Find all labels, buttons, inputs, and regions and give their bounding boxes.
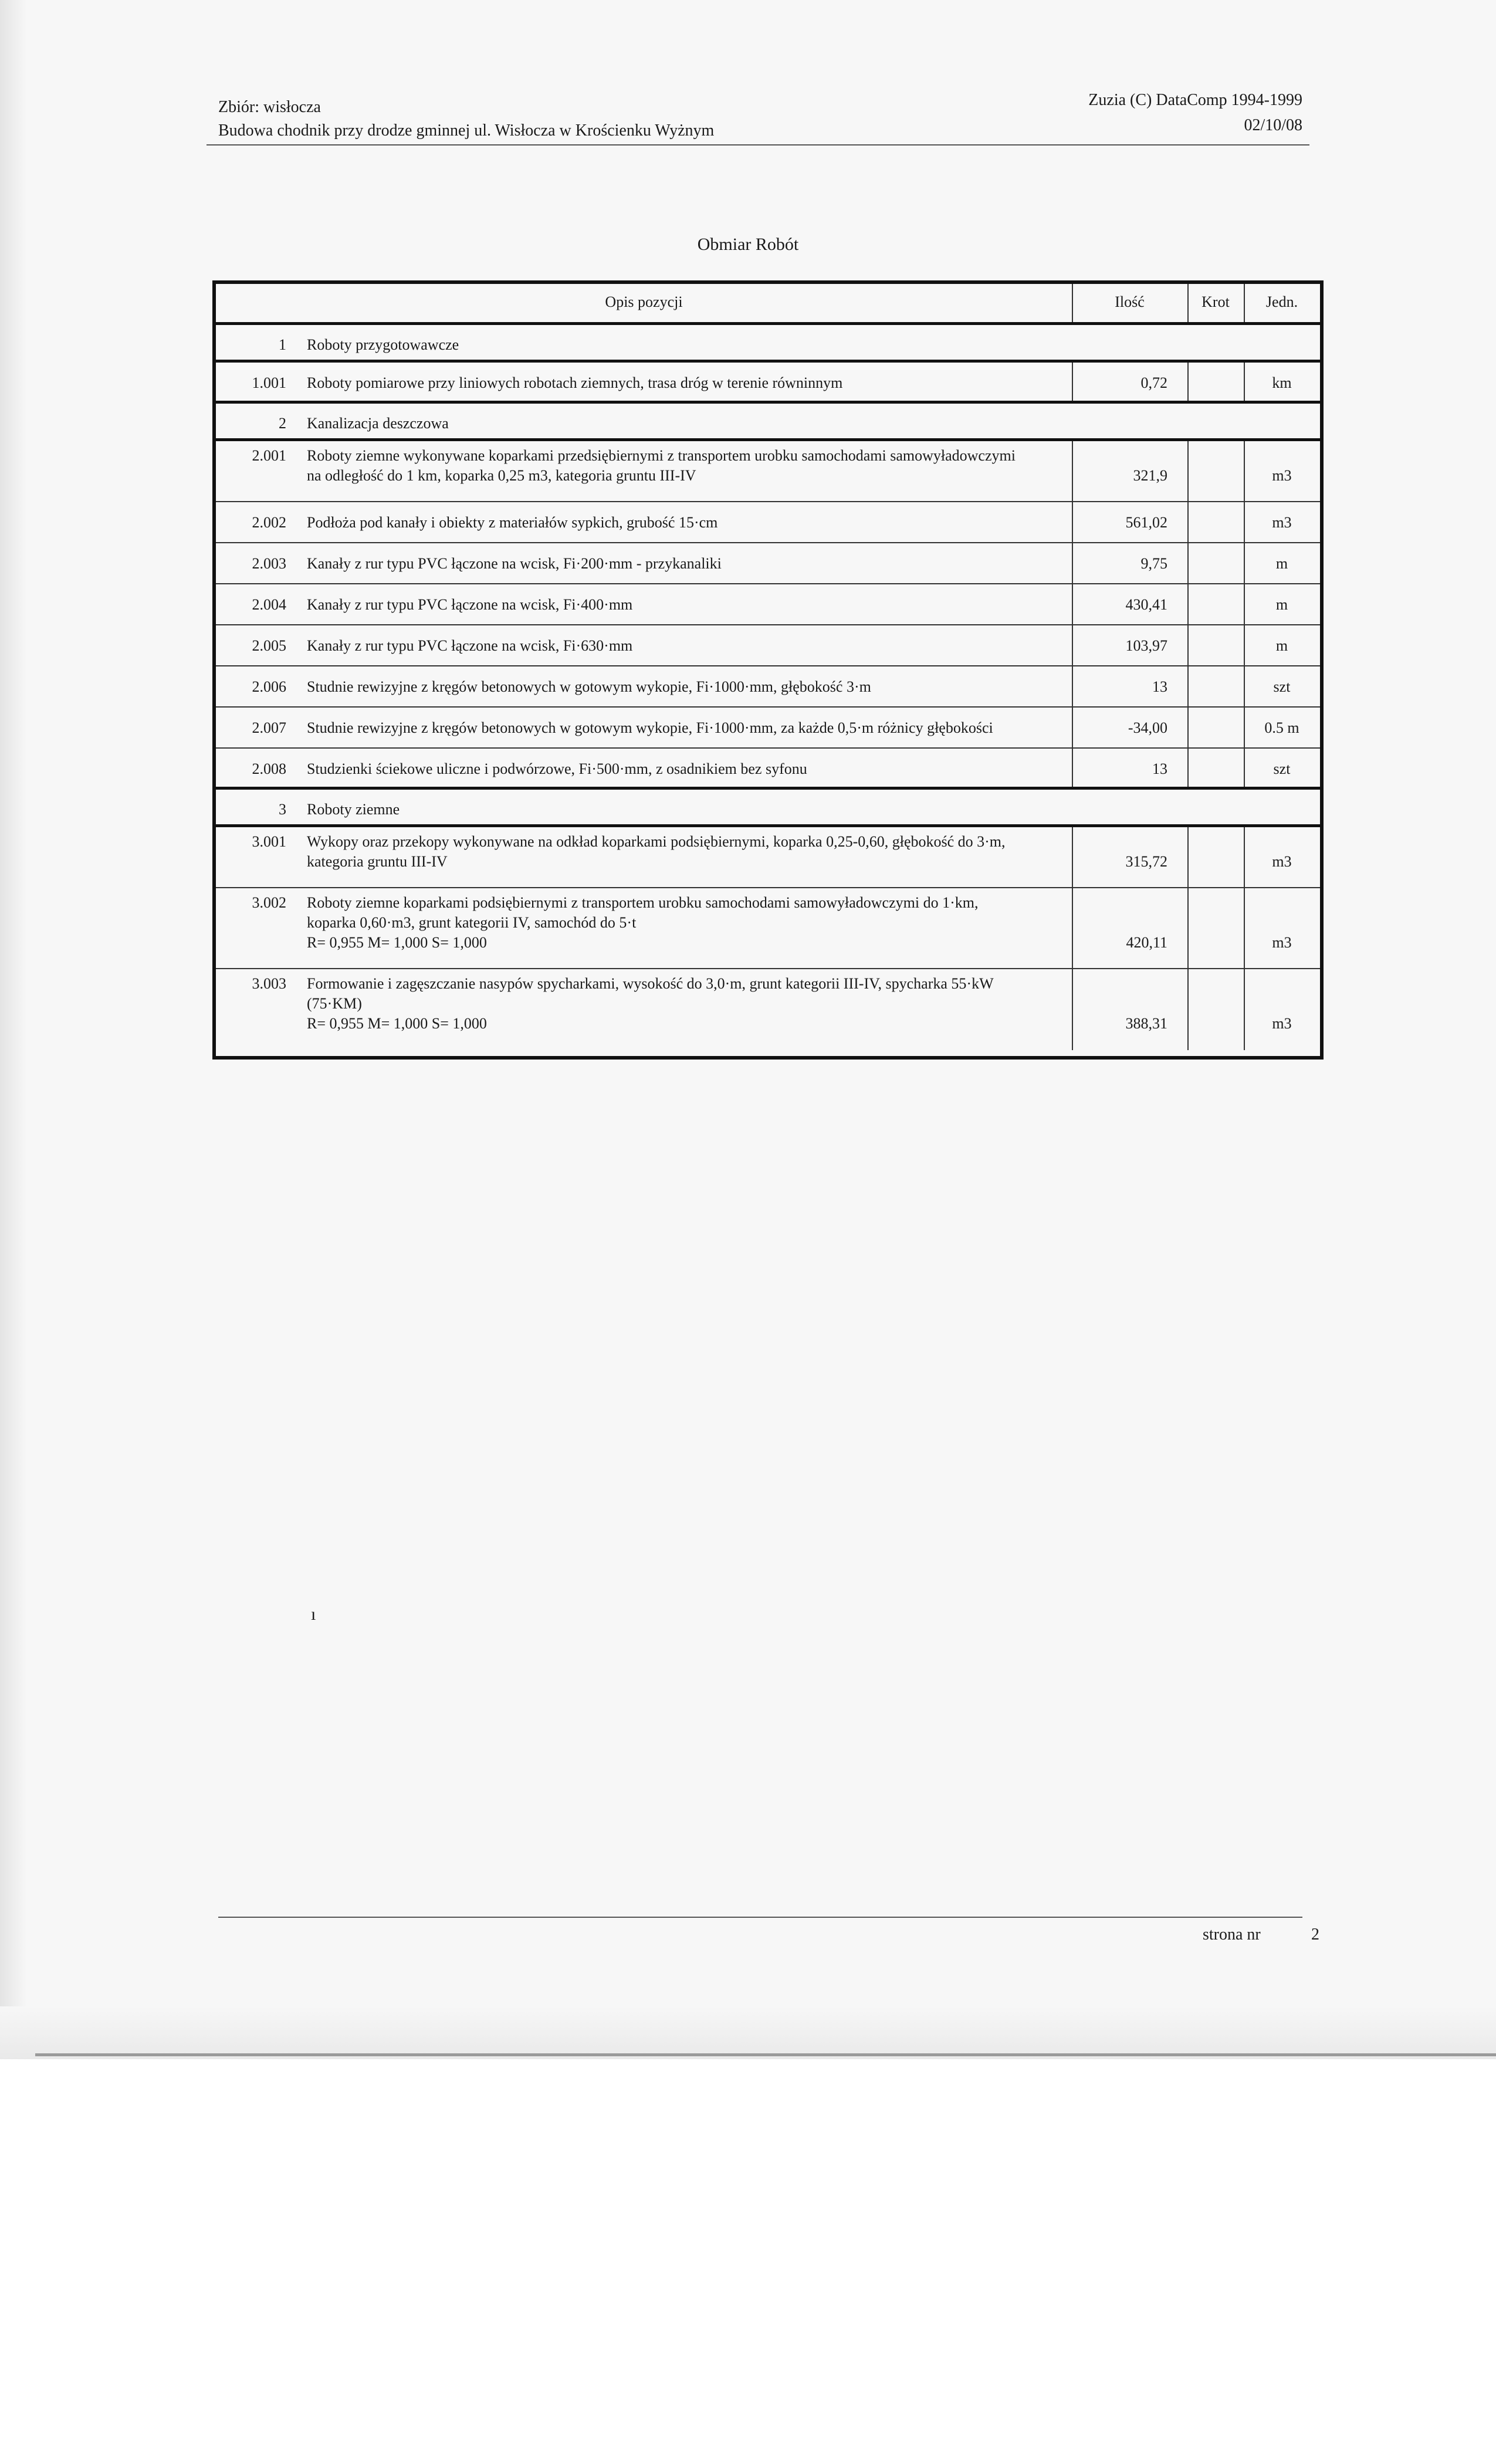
section-number: 1 xyxy=(279,336,286,353)
table-row xyxy=(216,625,1320,666)
item-quantity: 13 xyxy=(1152,760,1167,777)
table-row xyxy=(216,749,1320,790)
table-row xyxy=(216,827,1320,888)
item-unit: m xyxy=(1275,637,1288,654)
item-quantity: 321,9 xyxy=(1133,467,1167,484)
footer-rule xyxy=(218,1917,1302,1918)
table-row xyxy=(216,969,1320,1050)
item-number: 3.003 xyxy=(252,975,286,992)
stray-pen-mark: ı xyxy=(311,1605,316,1624)
project-title: Budowa chodnik przy drodze gminnej ul. Wisłocza w Krościenku Wyżnym xyxy=(218,121,715,140)
item-number: 2.005 xyxy=(252,637,286,654)
section-row xyxy=(216,325,1320,363)
item-description: Studnie rewizyjne z kręgów betonowych w gotowym wykopie, Fi·1000·mm, głębokość 3·m xyxy=(307,678,871,695)
table-row xyxy=(216,543,1320,584)
column-header-description: Opis pozycji xyxy=(605,293,683,310)
item-unit: m3 xyxy=(1272,467,1292,484)
table-row xyxy=(216,666,1320,708)
item-number: 2.003 xyxy=(252,555,286,572)
section-number: 2 xyxy=(279,415,286,432)
table-row xyxy=(216,584,1320,625)
item-unit: m xyxy=(1275,555,1288,572)
item-number: 3.001 xyxy=(252,833,286,850)
item-quantity: 0,72 xyxy=(1140,374,1167,391)
item-unit: km xyxy=(1272,374,1292,391)
table-row xyxy=(216,708,1320,749)
item-unit: 0.5 m xyxy=(1264,719,1299,736)
item-description: R= 0,955 M= 1,000 S= 1,000 xyxy=(307,1015,487,1032)
item-description: kategoria gruntu III-IV xyxy=(307,853,448,870)
section-row xyxy=(216,404,1320,441)
item-description: Roboty ziemne wykonywane koparkami przedsiębiernymi z transportem urobku samochodami samowyładowczymi xyxy=(307,447,1016,464)
table-row xyxy=(216,363,1320,404)
item-description: Formowanie i zagęszczanie nasypów spycharkami, wysokość do 3,0·m, grunt kategorii III-IV, spycharka 55·kW xyxy=(307,975,994,992)
item-number: 2.007 xyxy=(252,719,286,736)
table-row xyxy=(216,502,1320,543)
item-number: 1.001 xyxy=(252,374,286,391)
item-quantity: 13 xyxy=(1152,678,1167,695)
item-number: 2.001 xyxy=(252,447,286,464)
item-description: Podłoża pod kanały i obiekty z materiałów sypkich, grubość 15·cm xyxy=(307,514,718,531)
table-row xyxy=(216,441,1320,502)
item-number: 2.008 xyxy=(252,760,286,777)
item-number: 2.004 xyxy=(252,596,286,613)
page-title: Obmiar Robót xyxy=(697,235,799,254)
item-description: R= 0,955 M= 1,000 S= 1,000 xyxy=(307,934,487,951)
section-number: 3 xyxy=(279,801,286,818)
software-credit: Zuzia (C) DataComp 1994-1999 xyxy=(1088,91,1302,109)
measurement-table xyxy=(212,280,1324,1060)
item-description: Kanały z rur typu PVC łączone na wcisk, Fi·400·mm xyxy=(307,596,633,613)
item-quantity: 315,72 xyxy=(1125,853,1167,870)
table-row xyxy=(216,888,1320,969)
item-quantity: 561,02 xyxy=(1125,514,1167,531)
section-name: Roboty przygotowawcze xyxy=(307,336,459,353)
item-description: Wykopy oraz przekopy wykonywane na odkład koparkami podsiębiernymi, koparka 0,25-0,60, głębokość do 3·m, xyxy=(307,833,1006,850)
item-quantity: 388,31 xyxy=(1125,1015,1167,1032)
section-row xyxy=(216,790,1320,827)
section-name: Roboty ziemne xyxy=(307,801,400,818)
scan-shadow-bottom xyxy=(0,2006,1496,2059)
column-header-quantity: Ilość xyxy=(1115,293,1145,310)
item-unit: m3 xyxy=(1272,1015,1292,1032)
column-header-unit: Jedn. xyxy=(1265,293,1298,310)
scan-shadow-left xyxy=(0,0,27,2059)
table-header-row xyxy=(216,284,1320,325)
item-unit: m3 xyxy=(1272,934,1292,951)
item-description: Studnie rewizyjne z kręgów betonowych w gotowym wykopie, Fi·1000·mm, za każde 0,5·m różnicy głębokości xyxy=(307,719,993,736)
section-name: Kanalizacja deszczowa xyxy=(307,415,449,432)
collection-name: Zbiór: wisłocza xyxy=(218,98,321,116)
item-description: (75·KM) xyxy=(307,995,362,1012)
item-quantity: 103,97 xyxy=(1125,637,1167,654)
item-quantity: 430,41 xyxy=(1125,596,1167,613)
scan-page-edge xyxy=(35,2053,1496,2056)
item-description: na odległość do 1 km, koparka 0,25 m3, kategoria gruntu III-IV xyxy=(307,467,696,484)
item-quantity: -34,00 xyxy=(1128,719,1167,736)
item-unit: m3 xyxy=(1272,853,1292,870)
item-quantity: 9,75 xyxy=(1140,555,1167,572)
item-unit: m xyxy=(1275,596,1288,613)
column-header-multiplier: Krot xyxy=(1201,293,1230,310)
item-number: 2.006 xyxy=(252,678,286,695)
item-unit: szt xyxy=(1273,760,1291,777)
item-unit: m3 xyxy=(1272,514,1292,531)
item-description: Roboty pomiarowe przy liniowych robotach ziemnych, trasa dróg w terenie równinnym xyxy=(307,374,843,391)
document-date: 02/10/08 xyxy=(1244,116,1302,134)
item-number: 2.002 xyxy=(252,514,286,531)
item-description: Kanały z rur typu PVC łączone na wcisk, Fi·630·mm xyxy=(307,637,633,654)
item-description: Kanały z rur typu PVC łączone na wcisk, Fi·200·mm - przykanaliki xyxy=(307,555,722,572)
item-description: Roboty ziemne koparkami podsiębiernymi z transportem urobku samochodami samowyładowczymi do 1·km, xyxy=(307,894,979,911)
page-number: 2 xyxy=(1311,1925,1319,1944)
item-unit: szt xyxy=(1273,678,1291,695)
header-rule xyxy=(207,144,1309,145)
item-number: 3.002 xyxy=(252,894,286,911)
item-description: koparka 0,60·m3, grunt kategorii IV, samochód do 5·t xyxy=(307,914,637,931)
page-label: strona nr xyxy=(1203,1925,1261,1944)
item-quantity: 420,11 xyxy=(1126,934,1167,951)
item-description: Studzienki ściekowe uliczne i podwórzowe, Fi·500·mm, z osadnikiem bez syfonu xyxy=(307,760,807,777)
